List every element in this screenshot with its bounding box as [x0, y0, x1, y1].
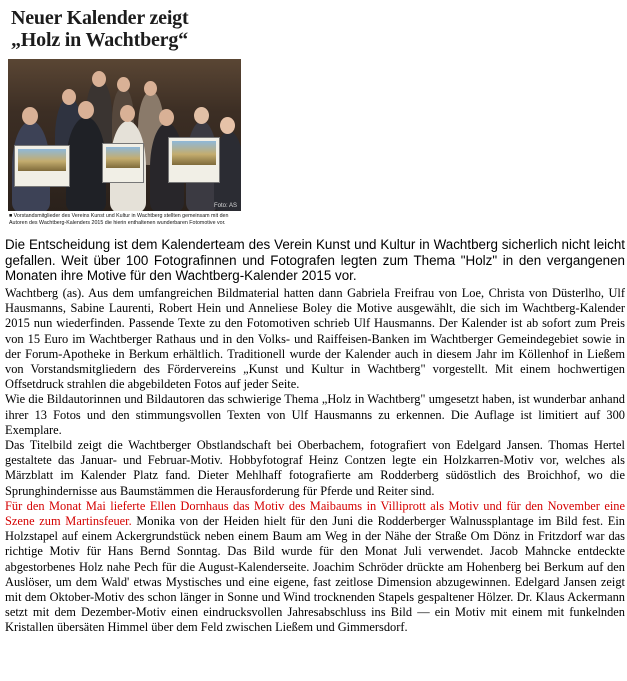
article-paragraph	[5, 499, 625, 636]
article-paragraph: Wachtberg (as). Aus dem umfangreichen Bildmaterial hatten dann Gabriela Freifrau von Loe, Christa von Düsterlho, Ulf Hausmanns, Sabine Laurenti, Robert Hein und Anneliese Boley die Motive ausgewählt, die sich im Wachtberg-Kalender 2015 nun wiederfinden. Passende Texte zu den Fotomotiven schrieb Ulf Hausmanns. Der Kalender ist ab sofort zum Preis von 15 Euro im Wachtberger Rathaus und in den Volks- und Raiffeisen-Banken im Wachtberger Gemeindegebiet sowie in der Forum-Apotheke in Berkum erhältlich. Traditionell wurde der Kalender auch in diesem Jahr im Köllenhof in Ließem von Vorstandsmitgliedern des Fördervereins „Kunst und Kultur in Wachtberg" vorgestellt. Mit einem hochwertigen Offsetdruck strahlen die abgebildeten Fotos auf jeder Seite.	[5, 286, 625, 392]
person-head	[78, 101, 94, 119]
person-head	[92, 71, 106, 87]
paragraph-text: Monika von der Heiden hielt für den Juni die Rodderberger Walnussplantage im Bild fest. Ein Holzstapel auf einem Ackergrundstück neben einem Baum am Weg in der Nähe der Straße Om Dönz in Fritzdorf war das richtige Motiv für Hans Bernd Sonntag. Das Bild wurde für den Monat Juli verwendet. Jacob Mahncke entdeckte abgestorbenes Holz nahe Pech für die August-Kalenderseite. Joachim Schröder drückte am Hohenberg bei Berkum auf den Auslöser, um dem Wald' etwas Mystisches und eine eigene, fast zeitlose Dimension abzugewinnen. Edelgard Jansen zeigt mit dem Oktober-Motiv des schon länger in Sonne und Wind trocknenden Stapels gespaltener Hölzer. Dr. Klaus Ackermann setzt mit dem Dezember-Motiv einen eindrucksvollen Jahresabschluss ins Bild — ein Motiv mit einem mit funkelnden Kristallen übersäten Himmel über dem Feld zwischen Ließem und Gimmersdorf.	[5, 514, 625, 635]
clipping-headline	[11, 7, 239, 51]
newspaper-clipping	[5, 3, 242, 233]
calendar-print	[102, 143, 144, 183]
highlighted-text: Für den Monat Mai lieferte Ellen Dornhaus das Motiv des Maibaums in Villiprott als Motiv und für den November eine Szene zum Martinsfeuer.	[5, 498, 625, 529]
calendar-print	[168, 137, 220, 183]
person-head	[220, 117, 235, 134]
person-head	[120, 105, 135, 122]
group-photo	[8, 59, 241, 211]
person-head	[194, 107, 209, 124]
photo-caption: ■ Vorstandsmitglieder des Vereins Kunst und Kultur in Wachtberg stellten gemeinsam mit den Autoren des Wachtberg-Kalenders 2015 die hierin enthaltenen wunderbaren Fotomotive vor.	[9, 213, 229, 226]
person-figure	[66, 117, 106, 211]
article-paragraph: Das Titelbild zeigt die Wachtberger Obstlandschaft bei Oberbachem, fotografiert von Edelgard Jansen. Thomas Hertel gestaltete das Januar- und Februar-Motiv. Hobbyfotograf Heinz Contzen legte ein Holzkarren-Motiv vor, welches als Märzblatt im Kalender Platz fand. Dieter Mehlhaff fotografierte am Rodderberg südöstlich des Broichhof, wo die Sprunghindernisse aus Baumstämmen die Herausforderung für Pferde und Reiter sind.	[5, 438, 625, 498]
headline-line-2: „Holz in Wachtberg“	[11, 29, 188, 51]
article-lead: Die Entscheidung ist dem Kalenderteam des Verein Kunst und Kultur in Wachtberg sicherlich nicht leicht gefallen. Weit über 100 Fotografinnen und Fotografen legten zum Thema "Holz" in den vergangenen Monaten ihre Motive für den Wachtberg-Kalender 2015 vor.	[5, 237, 625, 283]
person-head	[144, 81, 157, 96]
headline-line-1: Neuer Kalender zeigt	[11, 7, 189, 29]
person-head	[62, 89, 76, 105]
calendar-print	[14, 145, 70, 187]
person-head	[117, 77, 130, 92]
article-body	[5, 286, 625, 636]
person-head	[159, 109, 174, 126]
article-paragraph: Wie die Bildautorinnen und Bildautoren das schwierige Thema „Holz in Wachtberg" umgesetzt haben, ist wunderbar anhand ihrer 13 Fotos und den stimmungsvollen Texten von Ulf Hausmanns zu erkennen. Die Auflage ist limitiert auf 300 Exemplare.	[5, 392, 625, 437]
photo-credit: Foto: AS	[213, 203, 237, 209]
person-head	[22, 107, 38, 125]
